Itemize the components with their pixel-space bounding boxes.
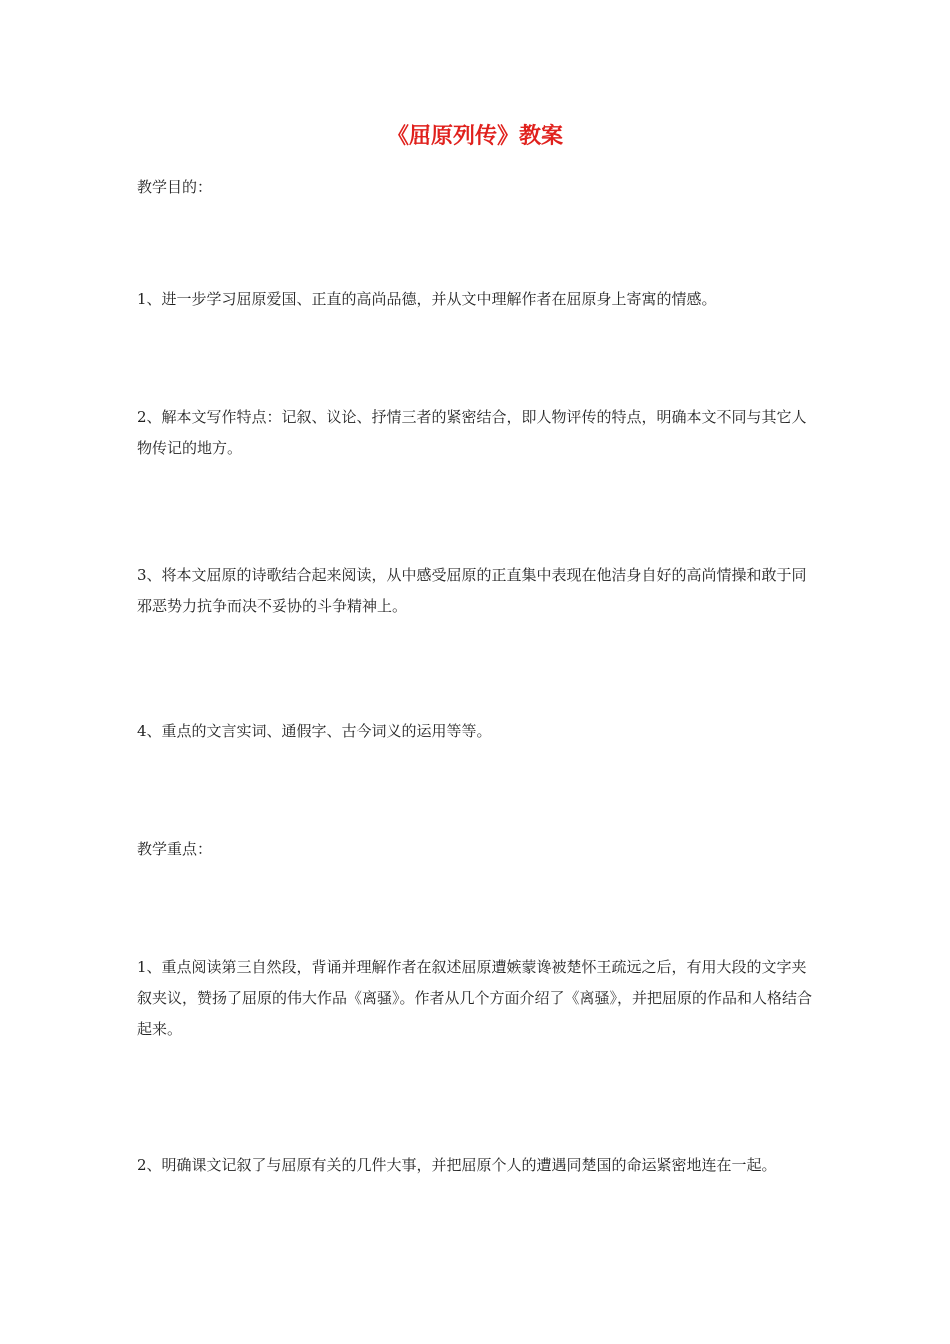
focus-item-2: 2、明确课文记叙了与屈原有关的几件大事，并把屈原个人的遭遇同楚国的命运紧密地连在一起。 <box>137 1156 777 1174</box>
objective-item-1: 1、进一步学习屈原爱国、正直的高尚品德，并从文中理解作者在屈原身上寄寓的情感。 <box>137 290 717 308</box>
document-title: 《屈原列传》教案 <box>386 124 563 149</box>
objective-item-2: 2、解本文写作特点：记叙、议论、抒情三者的紧密结合，即人物评传的特点，明确本文不同与其它人物传记的地方。 <box>137 408 807 457</box>
focus-heading: 教学重点： <box>137 840 213 858</box>
focus-item-1: 1、重点阅读第三自然段，背诵并理解作者在叙述屈原遭嫉蒙谗被楚怀王疏远之后，有用大段的文字夹叙夹议，赞扬了屈原的伟大作品《离骚》。作者从几个方面介绍了《离骚》，并把屈原的作品和人格结合起来。 <box>137 958 813 1038</box>
objective-item-3: 3、将本文屈原的诗歌结合起来阅读，从中感受屈原的正直集中表现在他洁身自好的高尚情操和敢于同邪恶势力抗争而决不妥协的斗争精神上。 <box>137 566 807 615</box>
objectives-heading: 教学目的： <box>137 178 213 196</box>
objective-item-4: 4、重点的文言实词、通假字、古今词义的运用等等。 <box>137 722 492 740</box>
